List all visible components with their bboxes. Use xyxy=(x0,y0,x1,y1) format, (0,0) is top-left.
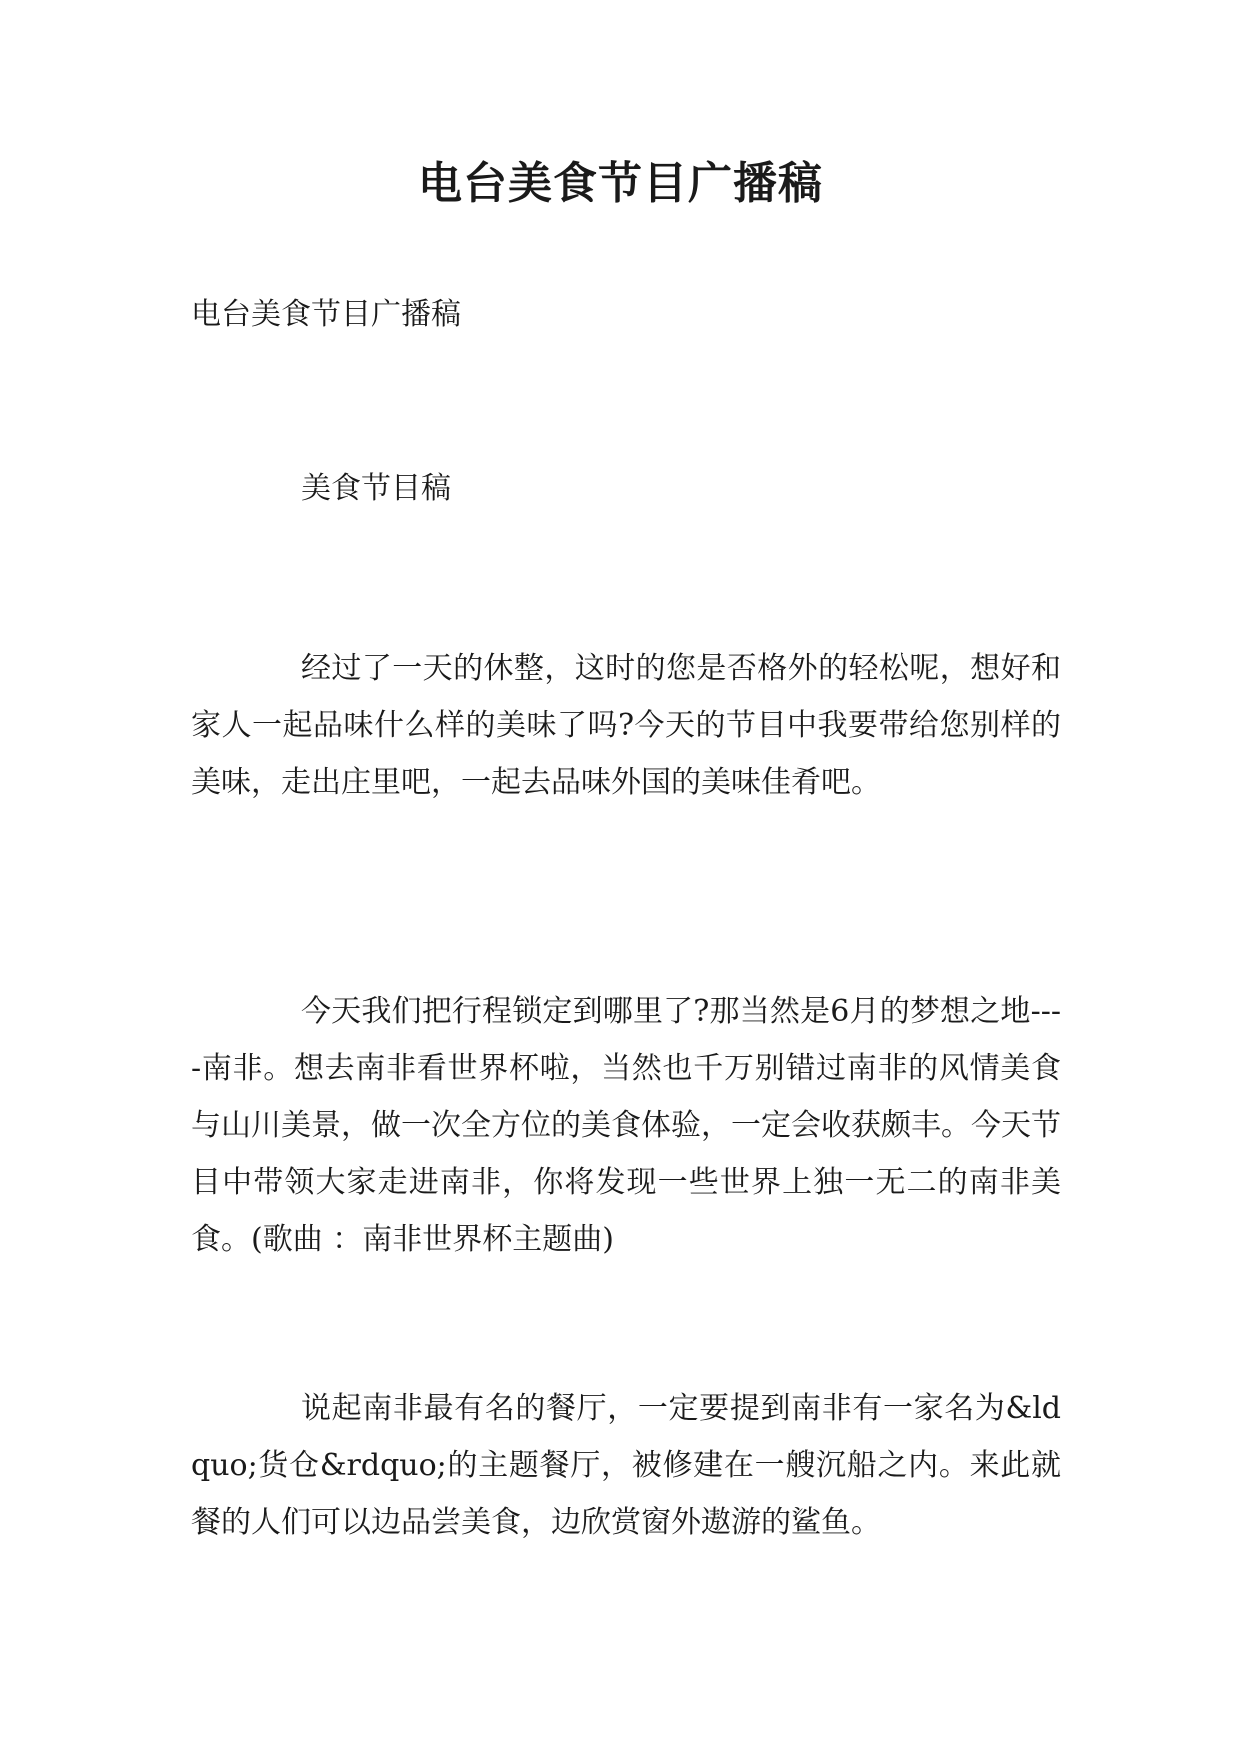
paragraph-2: 今天我们把行程锁定到哪里了?那当然是6月的梦想之地----南非。想去南非看世界杯啦，当然也千万别错过南非的风情美食与山川美景，做一次全方位的美食体验，一定会收获颇丰。今天节目中带领大家走进南非，你将发现一些世界上独一无二的南非美食。(歌曲 ：南非世界杯主题曲) xyxy=(191,994,1061,1257)
paragraph-1: 经过了一天的休整，这时的您是否格外的轻松呢，想好和家人一起品味什么样的美味了吗?今天的节目中我要带给您别样的美味，走出庄里吧，一起去品味外国的美味佳肴吧。 xyxy=(191,651,1061,800)
document-subtitle: 电台美食节目广播稿 xyxy=(191,297,461,332)
section-heading: 美食节目稿 xyxy=(301,471,451,506)
document-title: 电台美食节目广播稿 xyxy=(418,158,823,209)
paragraph-3: 说起南非最有名的餐厅，一定要提到南非有一家名为&ldquo;货仓&rdquo;的主题餐厅，被修建在一艘沉船之内。来此就餐的人们可以边品尝美食，边欣赏窗外遨游的鲨鱼。 xyxy=(191,1391,1061,1540)
